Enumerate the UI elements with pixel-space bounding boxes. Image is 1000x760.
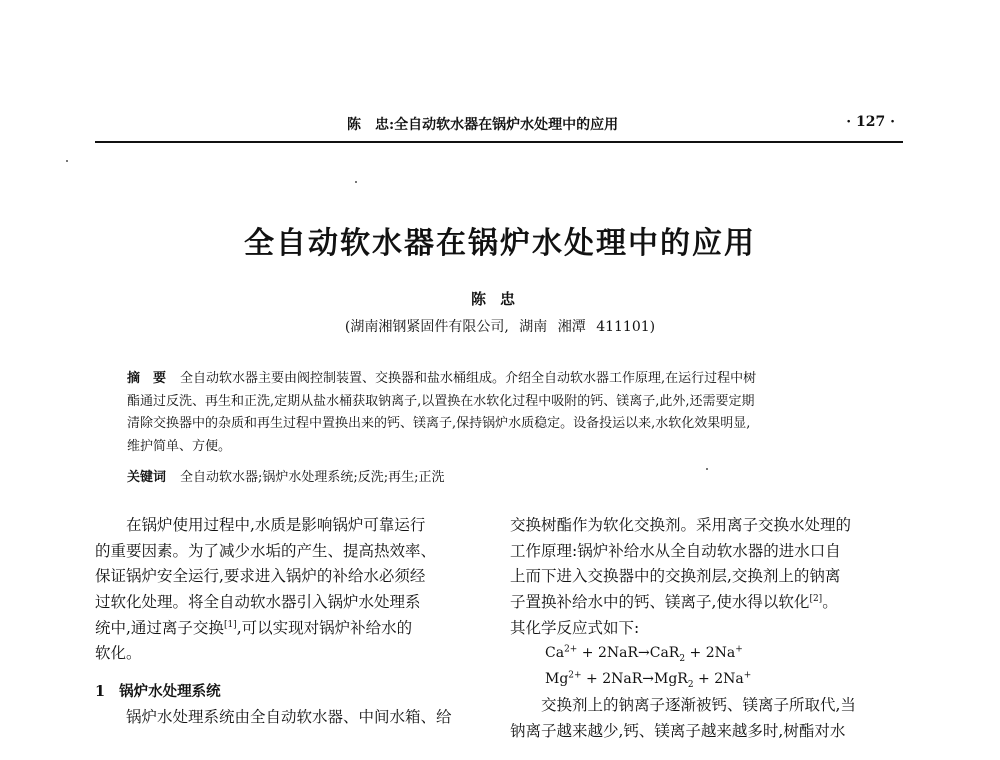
- equation-subscript: 2: [687, 679, 694, 690]
- scan-speck: [355, 181, 357, 183]
- affiliation-province: 湖南: [519, 319, 548, 335]
- abstract-label: 摘 要: [127, 371, 167, 386]
- equation-body: + 2NaR→CaR: [577, 645, 680, 662]
- section-number: 1: [95, 683, 106, 701]
- citation-ref: [2]: [809, 593, 823, 604]
- equation-ion: Mg: [545, 671, 569, 688]
- keywords-text: 全自动软水器;锅炉水处理系统;反洗;再生;正洗: [180, 470, 445, 485]
- equation-tail: + 2Na: [693, 671, 744, 688]
- body-line: 其化学反应式如下:: [510, 618, 640, 637]
- chemical-equation: [510, 667, 905, 693]
- body-line: 交换树酯作为软化交换剂。采用离子交换水处理的: [510, 516, 852, 534]
- equation-subscript: 2: [679, 654, 686, 665]
- section-title: 锅炉水处理系统: [119, 683, 221, 701]
- scan-speck: [706, 468, 708, 470]
- body-line: 工作原理:锅炉补给水从全自动软水器的进水口自: [510, 541, 841, 560]
- abstract-line: 酯通过反洗、再生和正洗,定期从盐水桶获取钠离子,以置换在水软化过程中吸附的钙、镁离子,此外,还需要定期: [127, 393, 755, 409]
- author-name: 陈忠: [470, 290, 529, 308]
- scan-speck: [66, 160, 68, 162]
- equation-charge: 2+: [564, 644, 578, 655]
- body-text: 子置换补给水中的钙、镁离子,使水得以软化: [510, 593, 810, 612]
- affiliation-zip: 411101): [596, 319, 656, 335]
- body-line: 的重要因素。为了减少水垢的产生、提高热效率、: [95, 541, 437, 560]
- article-title: 全自动软水器在锅炉水处理中的应用: [244, 226, 756, 261]
- body-line: 过软化处理。将全自动软水器引入锅炉水处理系: [95, 593, 421, 612]
- header-rule: [95, 141, 903, 143]
- body-line: 软化。: [95, 644, 142, 663]
- body-text: ,可以实现对锅炉补给水的: [236, 618, 413, 637]
- equation-charge: 2+: [568, 670, 582, 681]
- abstract: [127, 368, 873, 458]
- abstract-text: 全自动软水器主要由阀控制装置、交换器和盐水桶组成。介绍全自动软水器工作原理,在运行过程中树: [180, 371, 757, 386]
- affiliation-org: (湖南湘钢紧固件有限公司,: [344, 319, 509, 335]
- body-text: 统中,通过离子交换: [95, 618, 224, 637]
- citation-ref: [1]: [223, 619, 237, 630]
- running-head-title: 陈 忠:全自动软水器在锅炉水处理中的应用: [347, 117, 619, 133]
- running-head: [95, 114, 903, 138]
- section-heading: [95, 679, 487, 705]
- equation-body: + 2NaR→MgR: [581, 671, 688, 688]
- body-line: 钠离子越来越少,钙、镁离子越来越多时,树酯对水: [510, 721, 846, 740]
- body-line: 保证锅炉安全运行,要求进入锅炉的补给水必须经: [95, 567, 426, 586]
- abstract-line: [127, 368, 873, 391]
- body-column-right: [510, 513, 905, 744]
- page-number: · 127 ·: [846, 114, 895, 130]
- keywords: [127, 466, 445, 485]
- affiliation-city: 湘潭: [557, 319, 586, 335]
- spacer: [95, 667, 487, 679]
- body-line: 在锅炉使用过程中,水质是影响锅炉可靠运行: [126, 516, 426, 534]
- equation-charge: +: [743, 670, 752, 681]
- body-column-left: [95, 513, 487, 731]
- abstract-line: 维护简单、方便。: [127, 438, 232, 454]
- body-text: 。: [822, 593, 838, 612]
- abstract-line: 清除交换器中的杂质和再生过程中置换出来的钙、镁离子,保持锅炉水质稳定。设备投运以来,水软化效果明显,: [127, 416, 751, 431]
- body-line: [510, 590, 905, 616]
- equation-tail: + 2Na: [685, 645, 736, 662]
- affiliation: [0, 316, 1000, 336]
- keywords-label: 关键词: [127, 470, 167, 485]
- body-line: 锅炉水处理系统由全自动软水器、中间水箱、给: [126, 707, 452, 726]
- equation-charge: +: [735, 644, 743, 655]
- equation-ion: Ca: [545, 645, 565, 662]
- chemical-equation: [510, 641, 905, 667]
- body-line: [95, 616, 487, 642]
- body-line: 上而下进入交换器中的交换剂层,交换剂上的钠离: [510, 567, 841, 586]
- body-line: 交换剂上的钠离子逐渐被钙、镁离子所取代,当: [541, 695, 856, 714]
